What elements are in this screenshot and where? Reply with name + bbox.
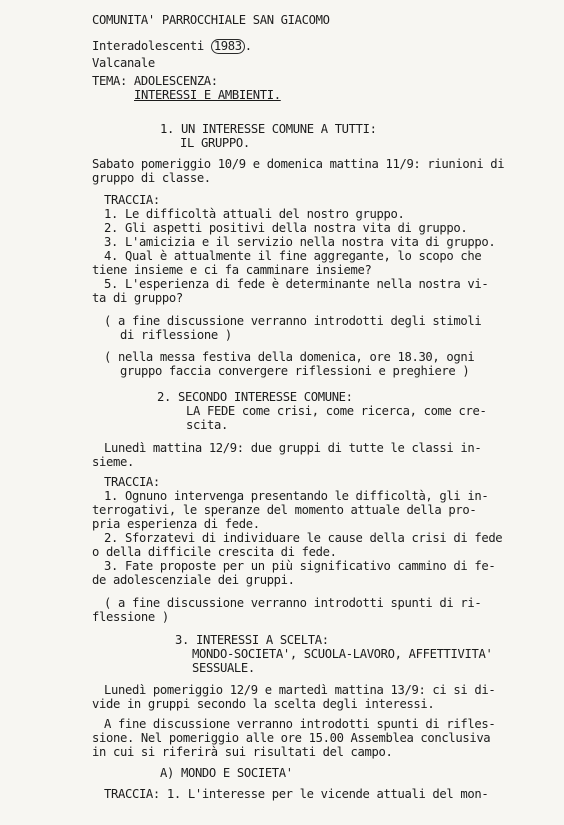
- section1-intro-2: gruppo di classe.: [92, 171, 211, 185]
- section1-title: 1. UN INTERESSE COMUNE A TUTTI:: [160, 122, 377, 136]
- section3-paragraph-3: in cui si riferirà sui risultati del campo.: [92, 745, 393, 759]
- section1-note2-2: gruppo faccia convergere riflessioni e preghiere ): [120, 364, 470, 378]
- section2-title-2: LA FEDE come crisi, come ricerca, come cre-: [186, 404, 487, 418]
- section1-item: 2. Gli aspetti positivi della nostra vita di gruppo.: [104, 221, 468, 235]
- section3-paragraph-2: sione. Nel pomeriggio alle ore 15.00 Assemblea conclusiva: [92, 731, 491, 745]
- section2-note-2: flessione ): [92, 610, 169, 624]
- section3-intro: Lunedì pomeriggio 12/9 e martedì mattina 13/9: ci si di-: [104, 683, 496, 697]
- section2-title-3: scita.: [186, 418, 228, 432]
- place: Valcanale: [92, 56, 155, 70]
- group-line: [92, 39, 252, 54]
- section1-item: tiene insieme e ci fa camminare insieme?: [92, 263, 372, 277]
- section2-item: 2. Sforzatevi di individuare le cause della crisi di fede: [104, 531, 503, 545]
- section2-note: ( a fine discussione verranno introdotti spunti di ri-: [104, 596, 482, 610]
- theme-subtitle: INTERESSI E AMBIENTI.: [134, 88, 281, 102]
- group-name: Interadolescenti: [92, 39, 204, 53]
- section1-item: 5. L'esperienza di fede è determinante nella nostra vi-: [104, 277, 489, 291]
- section2-item: o della difficile crescita di fede.: [92, 545, 337, 559]
- section2-item: 1. Ognuno intervenga presentando le difficoltà, gli in-: [104, 489, 489, 503]
- section1-item: ta di gruppo?: [92, 291, 183, 305]
- year-circled: 1983: [211, 39, 245, 54]
- section2-item: pria esperienza di fede.: [92, 517, 260, 531]
- section2-item: de adolescenziale dei gruppi.: [92, 573, 295, 587]
- section1-item: 1. Le difficoltà attuali del nostro gruppo.: [104, 207, 405, 221]
- section2-intro: Lunedì mattina 12/9: due gruppi di tutte le classi in-: [104, 441, 482, 455]
- section1-note1-2: di riflessione ): [120, 328, 232, 342]
- section1-title-2: IL GRUPPO.: [180, 136, 250, 150]
- section3-intro-2: vide in gruppi secondo la scelta degli interessi.: [92, 697, 435, 711]
- section1-traccia: TRACCIA:: [104, 193, 160, 207]
- section1-note2: ( nella messa festiva della domenica, ore 18.30, ogni: [104, 350, 475, 364]
- section1-item: 4. Qual è attualmente il fine aggregante, lo scopo che: [104, 249, 482, 263]
- section1-item: 3. L'amicizia e il servizio nella nostra vita di gruppo.: [104, 235, 496, 249]
- section2-item: 3. Fate proposte per un più significativo cammino di fe-: [104, 559, 496, 573]
- section3-title: 3. INTERESSI A SCELTA:: [175, 633, 329, 647]
- theme-label: TEMA: ADOLESCENZA:: [92, 74, 218, 88]
- subsection-title: A) MONDO E SOCIETA': [160, 766, 293, 780]
- section1-note1: ( a fine discussione verranno introdotti degli stimoli: [104, 314, 482, 328]
- group-suffix: .: [244, 39, 252, 53]
- section2-item: terrogativi, le speranze del momento attuale della pro-: [92, 503, 477, 517]
- section3-title-3: SESSUALE.: [192, 661, 255, 675]
- section1-intro: Sabato pomeriggio 10/9 e domenica mattina 11/9: riunioni di: [92, 157, 505, 171]
- section2-intro-2: sieme.: [92, 455, 134, 469]
- section2-title: 2. SECONDO INTERESSE COMUNE:: [157, 390, 353, 404]
- section3-paragraph: A fine discussione verranno introdotti spunti di rifles-: [104, 717, 496, 731]
- section3-traccia: TRACCIA: 1. L'interesse per le vicende attuali del mon-: [104, 787, 489, 801]
- section3-title-2: MONDO-SOCIETA', SCUOLA-LAVORO, AFFETTIVITA': [192, 647, 493, 661]
- community-name: COMUNITA' PARROCCHIALE SAN GIACOMO: [92, 13, 330, 27]
- section2-traccia: TRACCIA:: [104, 475, 160, 489]
